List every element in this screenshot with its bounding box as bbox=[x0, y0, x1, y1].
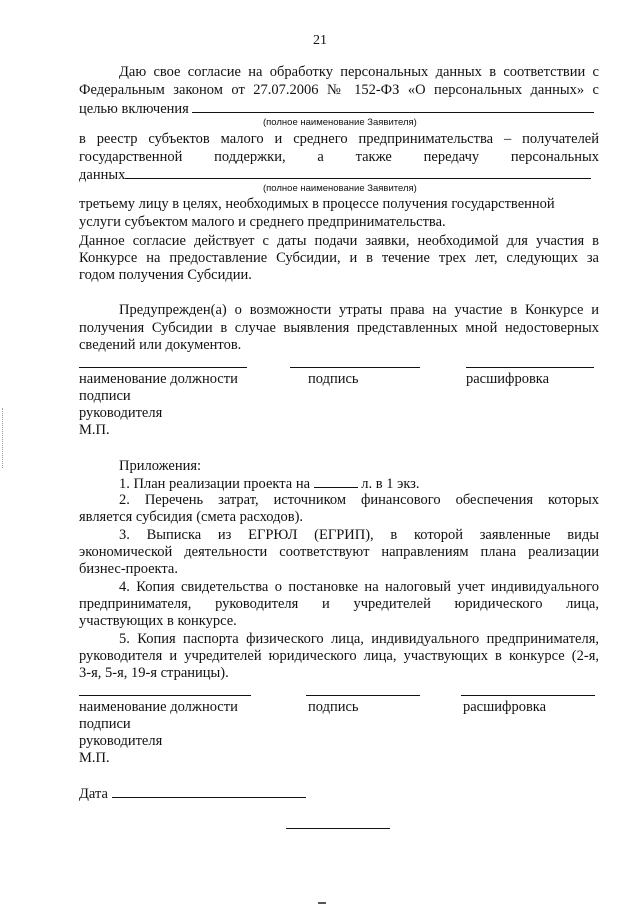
appendix-item-4-line-1: 4. Копия свидетельства о постановке на налоговый учет индивидуального bbox=[119, 579, 599, 595]
date-label: Дата bbox=[79, 786, 108, 802]
word: источником bbox=[273, 492, 347, 508]
consent-line-1: Даю свое согласие на обработку персональных данных в соответствии с bbox=[119, 64, 599, 80]
word: из bbox=[217, 527, 232, 543]
word: в bbox=[390, 527, 398, 543]
word: затрат, bbox=[218, 492, 259, 508]
appendix-item-3-line-1 bbox=[119, 527, 599, 544]
stamp-label-1: М.П. bbox=[79, 422, 110, 438]
appendix-item-5-line-3: 3-я, 5-я, 19-я страницы). bbox=[79, 665, 229, 681]
decode-label-1: расшифровка bbox=[466, 371, 550, 387]
applicant-name-note-2: (полное наименование Заявителя) bbox=[263, 183, 417, 194]
position-signature-line-1[interactable] bbox=[79, 367, 247, 368]
decode-line-1[interactable] bbox=[466, 367, 594, 368]
warning-line-3: сведений или документов. bbox=[79, 337, 242, 353]
appendix-item-3-line-2: экономической деятельности соответствуют направлениям плана реализации bbox=[79, 544, 599, 560]
appendix-item-2-line-2: является субсидия (смета расходов). bbox=[79, 509, 304, 525]
word: Перечень bbox=[144, 492, 204, 508]
word: государственной bbox=[79, 149, 183, 165]
appendix-title: Приложения: bbox=[119, 458, 202, 474]
word: которой bbox=[413, 527, 463, 543]
consent-line-3 bbox=[79, 100, 599, 118]
applicant-name-field-2[interactable] bbox=[125, 166, 591, 179]
appendix-item-4-line-2 bbox=[79, 596, 599, 613]
word: персональных bbox=[510, 149, 599, 165]
data-label: данных bbox=[79, 167, 126, 183]
decode-line-2[interactable] bbox=[461, 695, 595, 696]
consent-line-10: Конкурсе на предоставление Субсидии, и в течение трех лет, следующих за bbox=[79, 250, 599, 266]
word: виды bbox=[567, 527, 599, 543]
sign-line-2[interactable] bbox=[306, 695, 420, 696]
position-label-1-cont: подписи bbox=[79, 388, 131, 404]
consent-target-label: целью включения bbox=[79, 101, 189, 117]
appendix-item-1-text: 1. План реализации проекта на bbox=[119, 476, 311, 492]
word: (ЕГРИП), bbox=[314, 527, 374, 543]
consent-line-4: в реестр субъектов малого и среднего предпринимательства – получателей bbox=[79, 131, 599, 147]
position-label-1: наименование должности bbox=[79, 371, 238, 387]
consent-line-9: Данное согласие действует с даты подачи заявки, необходимой для участия в bbox=[79, 233, 599, 249]
appendix-item-4-line-3: участвующих в конкурсе. bbox=[79, 613, 237, 629]
decode-label-2: расшифровка bbox=[463, 699, 547, 715]
word: 3. bbox=[119, 527, 130, 543]
appendix-item-1 bbox=[119, 475, 420, 493]
scan-edge-mark bbox=[2, 408, 4, 468]
word: лица, bbox=[566, 596, 599, 612]
applicant-name-note-1: (полное наименование Заявителя) bbox=[263, 117, 417, 128]
position-label-2: наименование должности bbox=[79, 699, 238, 715]
word: руководителя bbox=[215, 596, 299, 612]
word: заявленные bbox=[479, 527, 551, 543]
consent-line-5 bbox=[79, 149, 599, 166]
warning-line-2: получения Субсидии в случае выявления представленных мной недостоверных bbox=[79, 320, 599, 336]
word: ЕГРЮЛ bbox=[248, 527, 298, 543]
date-row bbox=[79, 785, 306, 803]
position-signature-line-2[interactable] bbox=[79, 695, 251, 696]
word: поддержки, bbox=[214, 149, 286, 165]
consent-line-6 bbox=[79, 166, 599, 184]
sign-line-1[interactable] bbox=[290, 367, 420, 368]
appendix-item-5-line-2: руководителя и учредителей юридического лица, участвующих в конкурсе (2-я, bbox=[79, 648, 599, 664]
consent-line-11: годом получения Субсидии. bbox=[79, 267, 252, 283]
sign-label-1: подпись bbox=[308, 371, 359, 387]
word: юридического bbox=[454, 596, 543, 612]
sign-label-2: подпись bbox=[308, 699, 359, 715]
position-label-1-cont2: руководителя bbox=[79, 405, 163, 421]
appendix-item-2-line-1 bbox=[119, 492, 599, 509]
appendix-item-5-line-1: 5. Копия паспорта физического лица, индивидуального предпринимателя, bbox=[119, 631, 599, 647]
word: и bbox=[322, 596, 330, 612]
appendix-item-1-suffix: л. в 1 экз. bbox=[361, 476, 420, 492]
position-label-2-cont2: руководителя bbox=[79, 733, 163, 749]
word: финансового bbox=[361, 492, 441, 508]
word: предпринимателя, bbox=[79, 596, 192, 612]
word: 2. bbox=[119, 492, 130, 508]
consent-line-7: третьему лицу в целях, необходимых в процессе получения государственной bbox=[79, 196, 555, 212]
word: обеспечения bbox=[455, 492, 534, 508]
word: также bbox=[355, 149, 392, 165]
sheet-count-field[interactable] bbox=[314, 475, 358, 488]
date-field[interactable] bbox=[112, 785, 306, 798]
consent-line-2: Федеральным законом от 27.07.2006 № 152-ФЗ «О персональных данных» с bbox=[79, 82, 599, 98]
word: а bbox=[317, 149, 324, 165]
appendix-item-3-line-3: бизнес-проекта. bbox=[79, 561, 178, 577]
stamp-label-2: М.П. bbox=[79, 750, 110, 766]
page-number: 21 bbox=[313, 33, 327, 48]
word: учредителей bbox=[353, 596, 431, 612]
word: передачу bbox=[423, 149, 480, 165]
word: Выписка bbox=[146, 527, 202, 543]
position-label-2-cont: подписи bbox=[79, 716, 131, 732]
applicant-name-field-1[interactable] bbox=[192, 100, 594, 113]
consent-line-8: услуги субъектом малого и среднего предпринимательства. bbox=[79, 214, 446, 230]
closing-separator bbox=[286, 828, 390, 829]
scan-bottom-mark bbox=[318, 902, 326, 904]
warning-line-1: Предупрежден(а) о возможности утраты права на участие в Конкурсе и bbox=[119, 302, 599, 318]
word: которых bbox=[547, 492, 599, 508]
